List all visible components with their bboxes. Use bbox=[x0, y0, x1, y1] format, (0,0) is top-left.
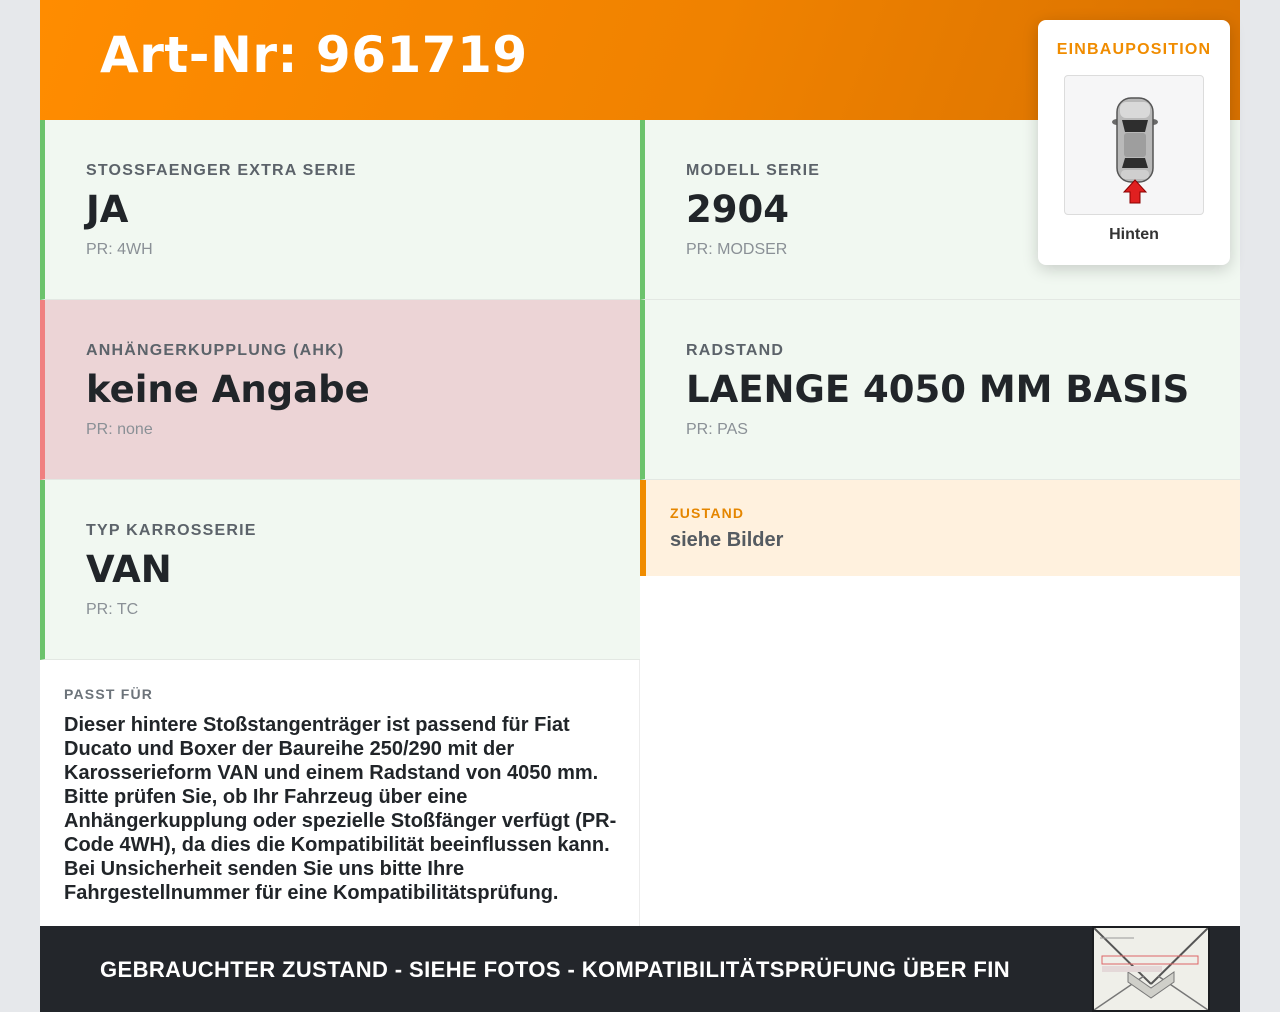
spec-value: LAENGE 4050 MM BASIS bbox=[686, 368, 1190, 411]
condition-card bbox=[640, 480, 1240, 576]
compatibility-text: Dieser hintere Stoßstangenträger ist passend für Fiat Ducato und Boxer der Baureihe 250/290 mit der Karosserieform VAN und einem Radstand von 4050 mm. Bitte prüfen Sie, ob Ihr Fahrzeug über eine Anhängerkupplung oder spezielle Stoßfänger verfügt (PR-Code 4WH), da dies die Kompatibilität beeinflussen kann. Bei Unsicherheit senden Sie uns bitte Ihre Fahrgestellnummer für eine Kompatibilitätsprüfung. bbox=[64, 714, 617, 904]
mounting-position-value: Hinten bbox=[1109, 226, 1159, 243]
footer-banner bbox=[40, 926, 1240, 1012]
mounting-position-card bbox=[1038, 20, 1230, 265]
article-number-title: Art-Nr: 961719 bbox=[100, 26, 528, 84]
column-divider bbox=[639, 660, 640, 926]
spec-label: RADSTAND bbox=[686, 342, 785, 359]
car-top-view-icon bbox=[1065, 76, 1205, 216]
arrow-rear-icon bbox=[1124, 180, 1146, 203]
spec-card-typ-karrosserie bbox=[40, 480, 640, 660]
document-envelope-icon bbox=[1094, 928, 1208, 1010]
spec-value: keine Angabe bbox=[86, 368, 370, 411]
spec-card-anhaengerkupplung bbox=[40, 300, 640, 480]
spec-label: MODELL SERIE bbox=[686, 162, 821, 179]
spec-value: VAN bbox=[86, 548, 172, 591]
compatibility-label: PASST FÜR bbox=[64, 686, 154, 702]
spec-label: TYP KARROSSERIE bbox=[86, 522, 257, 539]
spec-label: ANHÄNGERKUPPLUNG (AHK) bbox=[86, 342, 345, 359]
spec-pr-code: PR: MODSER bbox=[686, 241, 788, 258]
spec-value: JA bbox=[86, 188, 129, 231]
compatibility-section bbox=[64, 686, 624, 905]
spec-pr-code: PR: PAS bbox=[686, 421, 748, 438]
spec-pr-code: PR: 4WH bbox=[86, 241, 153, 258]
mounting-position-label: EINBAUPOSITION bbox=[1056, 41, 1212, 58]
spec-card-radstand bbox=[640, 300, 1240, 480]
spec-pr-code: PR: none bbox=[86, 421, 153, 438]
mounting-position-image bbox=[1064, 75, 1204, 215]
condition-label: ZUSTAND bbox=[670, 505, 745, 521]
spec-card-stossfaenger bbox=[40, 120, 640, 300]
vehicle-document-thumbnail[interactable] bbox=[1092, 926, 1210, 1012]
spec-value: 2904 bbox=[686, 188, 789, 231]
footer-text: GEBRAUCHTER ZUSTAND - SIEHE FOTOS - KOMPATIBILITÄTSPRÜFUNG ÜBER FIN bbox=[100, 957, 1011, 982]
spec-label: STOSSFAENGER EXTRA SERIE bbox=[86, 162, 357, 179]
spec-pr-code: PR: TC bbox=[86, 601, 139, 618]
condition-value: siehe Bilder bbox=[670, 529, 784, 551]
